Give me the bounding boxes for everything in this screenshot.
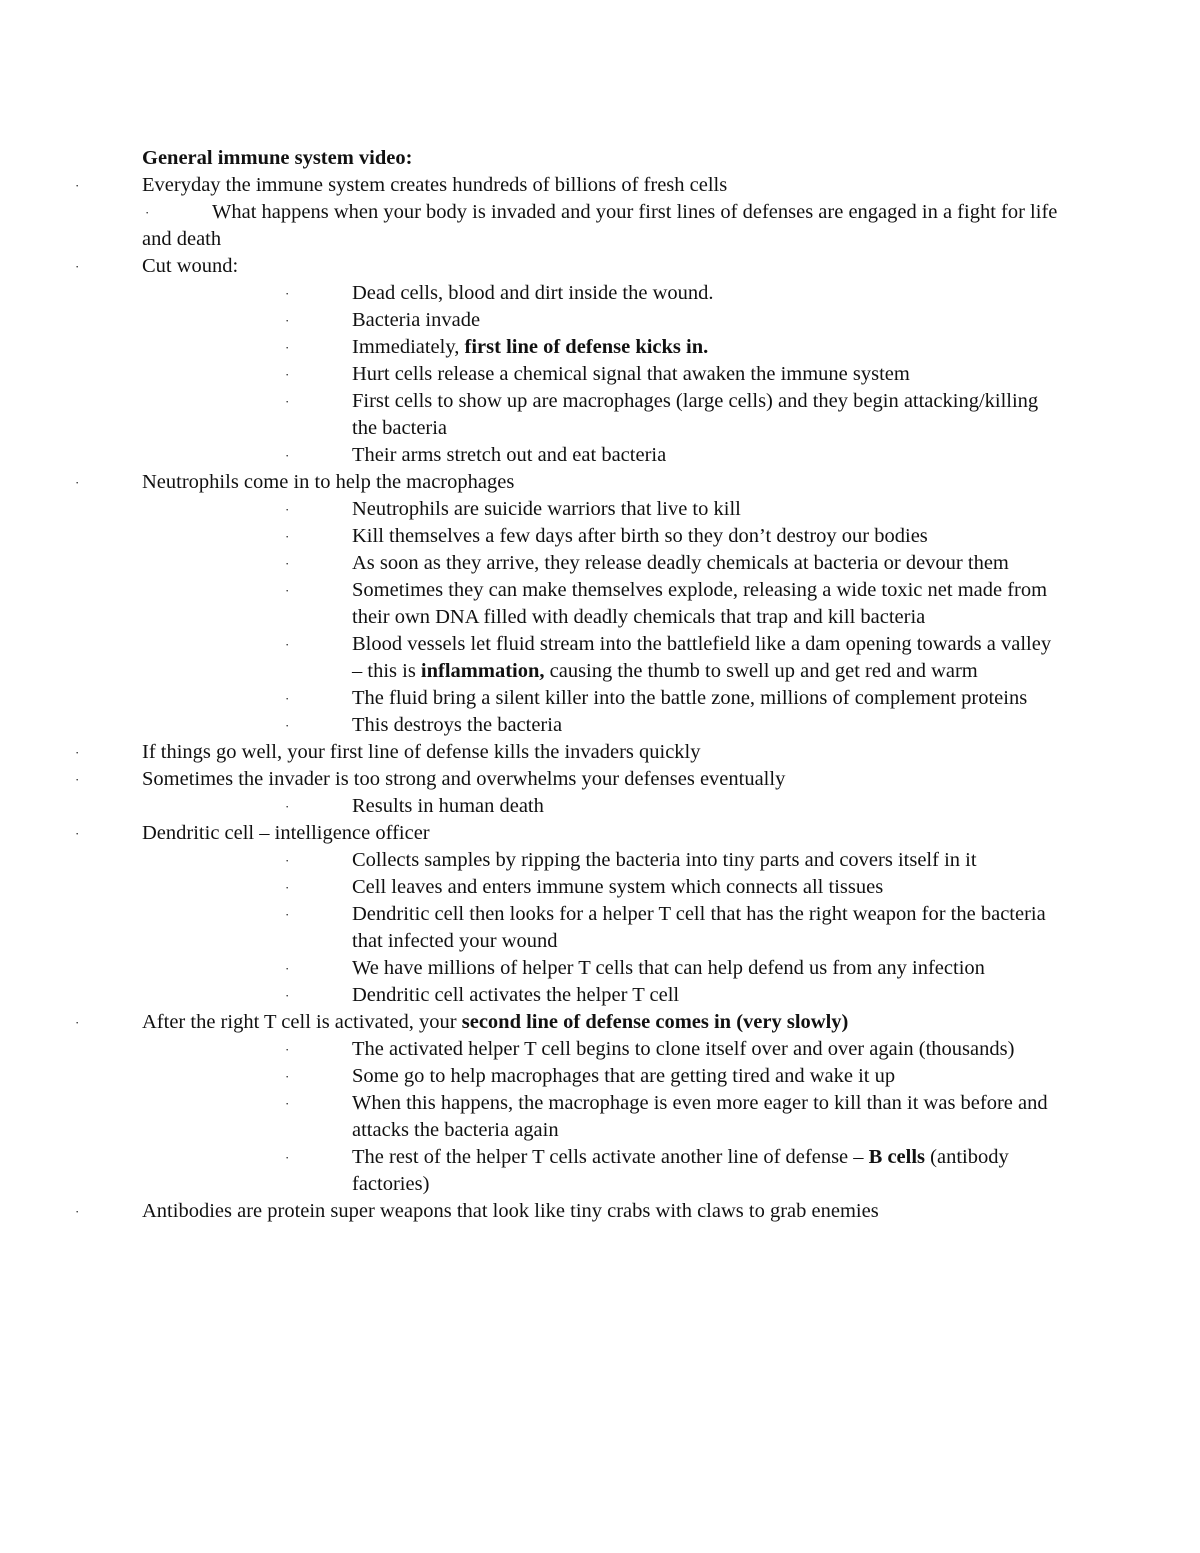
text-run: As soon as they arrive, they release deadly chemicals at bacteria or devour them [352, 552, 1009, 574]
bullet-marker: · [285, 340, 290, 355]
bullet-marker: · [285, 583, 290, 598]
text-run: The fluid bring a silent killer into the battle zone, millions of complement proteins [352, 687, 1028, 709]
bullet-marker: · [285, 313, 290, 328]
text-run: Everyday the immune system creates hundreds of billions of fresh cells [142, 174, 728, 196]
sub-list-item [142, 361, 1062, 388]
text-run: Some go to help macrophages that are getting tired and wake it up [352, 1065, 896, 1087]
list-item: · Sometimes the invader is too strong and overwhelms your defenses eventually [75, 768, 786, 790]
list-item-text [282, 498, 741, 520]
list-item-text [282, 282, 714, 304]
sub-list-item [142, 523, 1062, 550]
text-run: Sometimes the invader is too strong and overwhelms your defenses eventually [142, 768, 786, 790]
bullet-marker: · [285, 394, 290, 409]
text-run: Hurt cells release a chemical signal that awaken the immune system [352, 363, 910, 385]
sub-list-item [142, 1063, 1062, 1090]
bullet-marker: · [285, 1150, 290, 1165]
text-run: Immediately, [352, 336, 465, 358]
sub-list-item [142, 1036, 1062, 1063]
bullet-marker: · [285, 502, 290, 517]
bullet-marker: · [285, 853, 290, 868]
bullet-marker: · [285, 637, 290, 652]
text-run: Dead cells, blood and dirt inside the wound. [352, 282, 714, 304]
bullet-marker: · [285, 691, 290, 706]
bold-text: B cells [868, 1146, 926, 1168]
text-run: The rest of the helper T cells activate another line of defense – [352, 1146, 869, 1168]
list-item-text [282, 687, 1027, 709]
text-run: What happens when your body is invaded and your first lines of defenses are engaged in a fight for life and death [142, 201, 1058, 250]
sub-list-item [142, 388, 1062, 442]
text-run: Kill themselves a few days after birth so they don’t destroy our bodies [352, 525, 928, 547]
bullet-marker: · [285, 286, 290, 301]
list-item-text [282, 957, 985, 979]
list-item-text [282, 309, 480, 331]
text-run: (antibody factories) [352, 1146, 1009, 1195]
notes-body [75, 145, 1062, 1225]
sub-list-item [142, 631, 1062, 685]
sub-list-item [142, 550, 1062, 577]
text-run: Sometimes they can make themselves explode, releasing a wide toxic net made from their own DNA filled with deadly chemicals that trap and kill bacteria [352, 579, 1048, 628]
list-item-text [282, 795, 544, 817]
text-run: Results in human death [352, 795, 544, 817]
text-run: causing the thumb to swell up and get red and warm [544, 660, 978, 682]
sub-list-item [142, 901, 1062, 955]
sub-list-item [142, 712, 1062, 739]
list-item-text [142, 741, 701, 763]
sub-list-item [142, 1090, 1062, 1144]
list-item-text [282, 984, 679, 1006]
list-item-text [142, 822, 430, 844]
sub-list-item [142, 496, 1062, 523]
bullet-marker: · [285, 907, 290, 922]
bold-text: first line of defense kicks in. [464, 336, 709, 358]
bullet-marker: · [285, 880, 290, 895]
sub-list-item [142, 307, 1062, 334]
list-item-text [282, 1146, 1009, 1195]
sub-list-item [142, 577, 1062, 631]
bullet-marker: · [285, 367, 290, 382]
text-run: After the right T cell is activated, your [142, 1011, 462, 1033]
text-run: We have millions of helper T cells that can help defend us from any infection [352, 957, 985, 979]
text-run: The activated helper T cell begins to clone itself over and over again (thousands) [352, 1038, 1015, 1060]
sub-list-item [142, 1144, 1062, 1198]
list-item-text [142, 174, 727, 196]
list-item: · Everyday the immune system creates hundreds of billions of fresh cells [75, 174, 728, 196]
list-item-text [282, 525, 928, 547]
sub-list-item [142, 847, 1062, 874]
list-item: · Dendritic cell – intelligence officer [75, 822, 430, 844]
bullet-list [75, 172, 1062, 1225]
text-run: Neutrophils are suicide warriors that live to kill [352, 498, 741, 520]
text-run: This destroys the bacteria [352, 714, 563, 736]
list-item-text [282, 903, 1046, 952]
sub-list-item [142, 280, 1062, 307]
sub-list-item [142, 334, 1062, 361]
list-item: · Antibodies are protein super weapons that look like tiny crabs with claws to grab enemies [75, 1200, 879, 1222]
sub-list-item [142, 685, 1062, 712]
text-run: Dendritic cell activates the helper T cell [352, 984, 680, 1006]
text-run: Collects samples by ripping the bacteria into tiny parts and covers itself in it [352, 849, 977, 871]
bullet-marker: · [285, 799, 290, 814]
sub-list-item [142, 982, 1062, 1009]
list-item: · Cut wound: [75, 255, 239, 277]
bullet-marker: · [285, 1042, 290, 1057]
list-item-text [282, 1092, 1048, 1141]
bullet-marker: · [285, 556, 290, 571]
bullet-marker: · [285, 1096, 290, 1111]
sub-list-item [142, 793, 1062, 820]
list-item-text [142, 255, 238, 277]
sub-list-item [142, 955, 1062, 982]
text-run: Cut wound: [142, 255, 239, 277]
sub-list-item [142, 442, 1062, 469]
bullet-marker: · [285, 718, 290, 733]
text-run: Dendritic cell then looks for a helper T cell that has the right weapon for the bacteria that infected your wound [352, 903, 1046, 952]
list-item-text [282, 849, 977, 871]
list-item-text [142, 471, 514, 493]
list-item: · If things go well, your first line of defense kills the invaders quickly [75, 741, 701, 763]
list-item: · After the right T cell is activated, your second line of defense comes in (very slowly) [75, 1011, 849, 1033]
text-run: Neutrophils come in to help the macrophages [142, 471, 515, 493]
list-item-text [282, 579, 1047, 628]
list-item-text [282, 1038, 1014, 1060]
list-item-text [142, 1200, 879, 1222]
list-item-text [282, 1065, 895, 1087]
list-item-text [142, 1011, 848, 1033]
text-run: Their arms stretch out and eat bacteria [352, 444, 667, 466]
list-item-text [282, 876, 883, 898]
text-run: When this happens, the macrophage is even more eager to kill than it was before and attacks the bacteria again [352, 1092, 1048, 1141]
text-run: Antibodies are protein super weapons that look like tiny crabs with claws to grab enemies [142, 1200, 879, 1222]
text-run: Cell leaves and enters immune system which connects all tissues [352, 876, 884, 898]
text-run: First cells to show up are macrophages (large cells) and they begin attacking/killing the bacteria [352, 390, 1039, 439]
text-run: If things go well, your first line of defense kills the invaders quickly [142, 741, 701, 763]
sub-list-item [142, 874, 1062, 901]
list-item-text [282, 363, 910, 385]
bold-text: second line of defense comes in (very slowly) [461, 1011, 849, 1033]
text-run: Bacteria invade [352, 309, 481, 331]
list-item [142, 199, 1062, 253]
text-run: Blood vessels let fluid stream into the battlefield like a dam opening towards a valley – this is [352, 633, 1052, 682]
bullet-marker: · [145, 205, 150, 220]
bullet-marker: · [285, 448, 290, 463]
list-item-text [282, 714, 562, 736]
text-run: Dendritic cell – intelligence officer [142, 822, 430, 844]
document-title: General immune system video: [142, 147, 413, 169]
bullet-marker: · [285, 961, 290, 976]
list-item-text [282, 336, 708, 358]
bullet-marker: · [285, 529, 290, 544]
list-item-text [282, 633, 1051, 682]
list-item-text [142, 201, 1057, 250]
list-item-text [282, 444, 666, 466]
bullet-marker: · [285, 1069, 290, 1084]
list-item-text [282, 390, 1038, 439]
list-item-text [282, 552, 1009, 574]
bullet-marker: · [285, 988, 290, 1003]
list-item-text [142, 768, 785, 790]
list-item: · Neutrophils come in to help the macrophages [75, 471, 515, 493]
bold-text: inflammation, [420, 660, 545, 682]
